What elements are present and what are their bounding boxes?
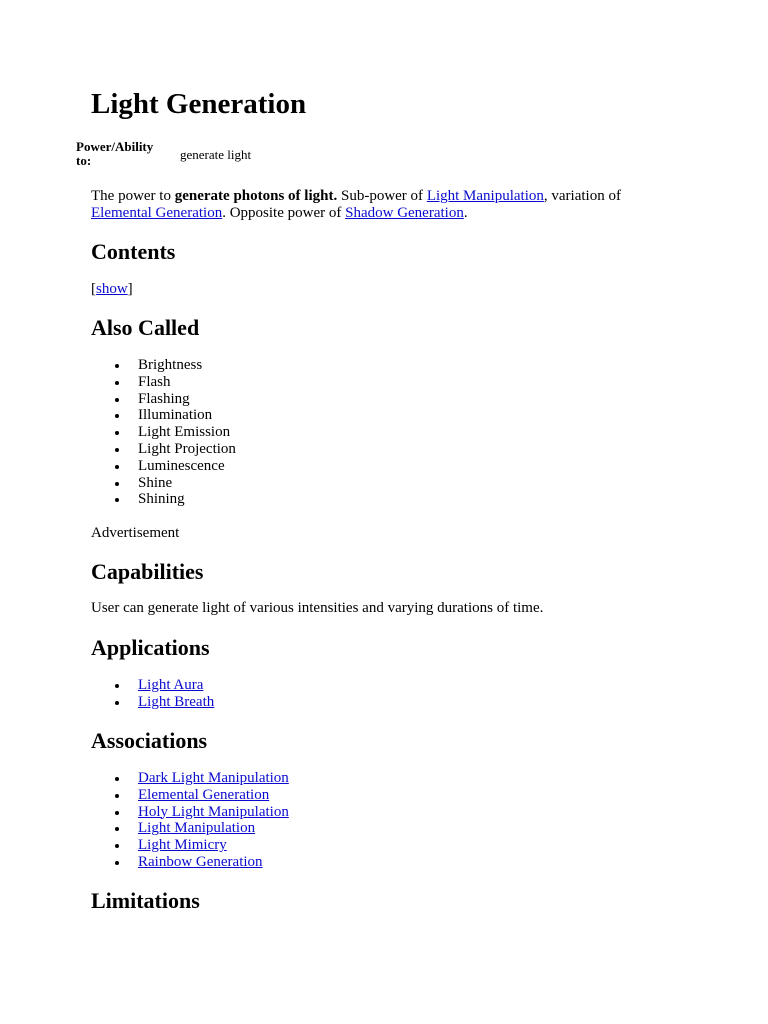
contents-toggle-line	[91, 281, 691, 298]
capabilities-heading: Capabilities	[91, 559, 204, 584]
list-item: Flash	[91, 374, 236, 391]
applications-list	[91, 677, 214, 711]
also-called-heading: Also Called	[91, 315, 200, 340]
list-item: Brightness	[91, 357, 236, 374]
infobox-value: generate light	[180, 147, 252, 162]
limitations-heading: Limitations	[91, 888, 200, 913]
list-item	[91, 854, 289, 871]
advertisement-label: Advertisement	[91, 525, 180, 541]
infobox-label: Power/Ability to:	[76, 139, 154, 168]
link-light-manipulation[interactable]: Light Manipulation	[426, 188, 544, 204]
list-item: Light Emission	[91, 424, 236, 441]
intro-text-4: . Opposite power of	[222, 204, 346, 221]
list-item	[91, 770, 289, 787]
capabilities-text: User can generate light of various intensities and varying durations of time.	[91, 600, 544, 616]
also-called-list	[91, 357, 236, 508]
link-light-mimicry[interactable]: Light Mimicry	[138, 837, 227, 854]
contents-bracket-close: ]	[127, 281, 133, 297]
intro-text-3: , variation of	[543, 188, 621, 204]
intro-text-1: The power to	[91, 188, 175, 204]
list-item	[91, 820, 289, 837]
contents-heading: Contents	[91, 239, 176, 264]
link-light-manipulation-assoc[interactable]: Light Manipulation	[138, 820, 256, 837]
link-light-breath[interactable]: Light Breath	[138, 693, 215, 710]
link-shadow-generation[interactable]: Shadow Generation	[345, 204, 464, 221]
link-light-aura[interactable]: Light Aura	[138, 677, 204, 693]
list-item: Light Projection	[91, 441, 236, 458]
associations-list	[91, 770, 289, 871]
associations-heading: Associations	[91, 728, 208, 753]
list-item	[91, 837, 289, 854]
intro-text-5: .	[463, 204, 468, 221]
link-elemental-generation-assoc[interactable]: Elemental Generation	[138, 786, 270, 803]
list-item: Shining	[91, 491, 236, 508]
contents-bracket-open: [	[91, 281, 96, 297]
intro-bold: generate photons of light.	[174, 188, 338, 204]
list-item	[91, 787, 289, 804]
page-title: Light Generation	[91, 88, 307, 120]
list-item	[91, 677, 214, 694]
show-contents-link[interactable]: show	[96, 281, 128, 297]
intro-paragraph	[91, 188, 691, 221]
link-rainbow-generation[interactable]: Rainbow Generation	[138, 853, 263, 870]
list-item: Luminescence	[91, 458, 236, 475]
list-item: Illumination	[91, 407, 236, 424]
list-item	[91, 804, 289, 821]
link-holy-light-manipulation[interactable]: Holy Light Manipulation	[138, 803, 289, 820]
link-dark-light-manipulation[interactable]: Dark Light Manipulation	[138, 770, 289, 786]
list-item: Flashing	[91, 391, 236, 408]
list-item: Shine	[91, 475, 236, 492]
intro-text-2: Sub-power of	[337, 188, 427, 204]
applications-heading: Applications	[91, 635, 210, 660]
link-elemental-generation[interactable]: Elemental Generation	[91, 204, 223, 221]
list-item	[91, 694, 214, 711]
